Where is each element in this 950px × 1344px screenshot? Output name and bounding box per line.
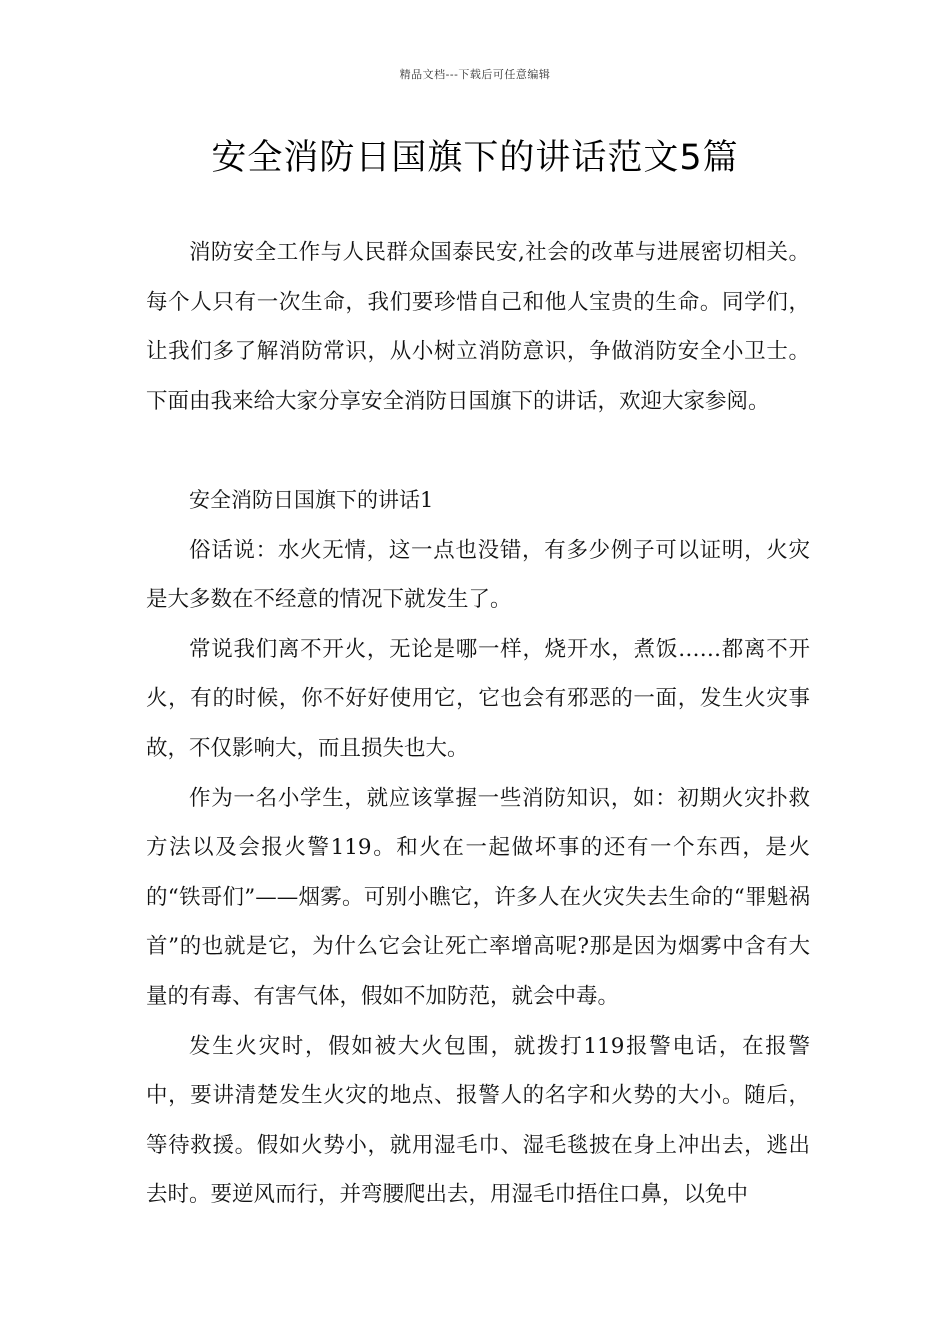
body-paragraph-2: 常说我们离不开火，无论是哪一样，烧开水，煮饭……都离不开火，有的时候，你不好好使用它，它也会有邪恶的一面，发生火灾事故，不仅影响大，而且损失也大。 [146,636,810,761]
intro-paragraph: 消防安全工作与人民群众国泰民安,社会的改革与进展密切相关。每个人只有一次生命，我们要珍惜自己和他人宝贵的生命。同学们，让我们多了解消防常识，从小树立消防意识，争做消防安全小卫士。下面由我来给大家分享安全消防日国旗下的讲话，欢迎大家参阅。 [146,240,810,414]
body-paragraph-1: 俗话说：水火无情，这一点也没错，有多少例子可以证明，火灾是大多数在不经意的情况下就发生了。 [146,537,810,613]
header-note: 精品文档---下载后可任意编辑 [399,68,551,81]
intro-section [146,228,810,426]
document-title: 安全消防日国旗下的讲话范文5篇 [211,138,739,178]
article-section [146,476,810,1220]
body-paragraph-3: 作为一名小学生，就应该掌握一些消防知识，如：初期火灾扑救方法以及会报火警119。和火在一起做坏事的还有一个东西，是火的“铁哥们”——烟雾。可别小瞧它，许多人在火灾失去生命的“罪魁祸首”的也就是它，为什么它会让死亡率增高呢?那是因为烟雾中含有大量的有毒、有害气体，假如不加防范，就会中毒。 [146,785,810,1009]
body-paragraph-4: 发生火灾时，假如被大火包围，就拨打119报警电话，在报警中，要讲清楚发生火灾的地点、报警人的名字和火势的大小。随后，等待救援。假如火势小，就用湿毛巾、湿毛毯披在身上冲出去，逃出去时。要逆风而行，并弯腰爬出去，用湿毛巾捂住口鼻，以免中 [146,1033,810,1208]
section-heading: 安全消防日国旗下的讲话1 [189,488,434,512]
